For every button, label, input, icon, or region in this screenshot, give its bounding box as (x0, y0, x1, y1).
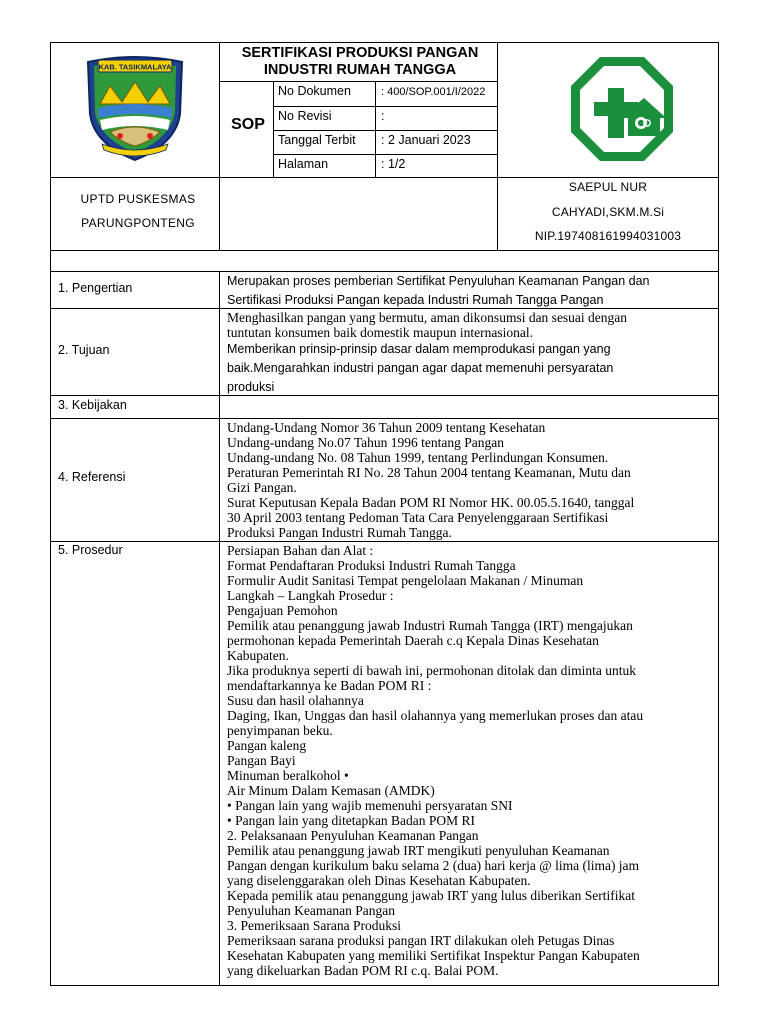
row-divider (50, 418, 719, 419)
referensi-text (227, 420, 634, 540)
row-divider (50, 250, 719, 251)
table-border-right (718, 42, 719, 986)
text-line: Gizi Pangan. (227, 480, 297, 495)
header-col-divider (219, 42, 220, 250)
text-line: • Pangan lain yang wajib memenuhi persyaratan SNI (227, 798, 513, 813)
text-line: Pengajuan Pemohon (227, 603, 338, 618)
prosedur-text (227, 543, 643, 978)
text-line: Pangan kaleng (227, 738, 307, 753)
kabupaten-emblem-logo (80, 52, 190, 164)
revision-value: : (381, 109, 385, 123)
page-label: Halaman (278, 157, 329, 171)
text-line: Susu dan hasil olahannya (227, 693, 364, 708)
signatory-name-line1: SAEPUL NUR (568, 180, 648, 194)
text-line: Sertifikasi Produksi Pangan kepada Industri Rumah Tangga Pangan (227, 293, 604, 307)
table-border-bottom (50, 985, 719, 986)
document-title (222, 45, 498, 79)
text-line: Undang-Undang Nomor 36 Tahun 2009 tentang Kesehatan (227, 420, 546, 435)
kebijakan-label: 3. Kebijakan (58, 398, 127, 412)
page-value: : 1/2 (381, 157, 406, 171)
text-line: Undang-undang No. 08 Tahun 1999, tentang Perlindungan Konsumen. (227, 450, 609, 465)
field-row-divider (273, 106, 498, 107)
text-line: Minuman beralkohol • (227, 768, 349, 783)
text-line: Pemilik atau penanggung jawab IRT mengikuti penyuluhan Keamanan (227, 843, 610, 858)
text-line: Menghasilkan pangan yang bermutu, aman dikonsumsi dan sesuai dengan (227, 310, 628, 325)
text-line: Pangan Bayi (227, 753, 296, 768)
header-divider (50, 177, 719, 178)
signatory-name-line2: CAHYADI,SKM.M.Si (551, 205, 665, 219)
table-border-left (50, 42, 51, 986)
text-line: Kepada pemilik atau penanggung jawab IRT yang lulus diberikan Sertifikat (227, 888, 635, 903)
text-line: Kabupaten. (227, 648, 289, 663)
text-line: Pemeriksaan sarana produksi pangan IRT dilakukan oleh Petugas Dinas (227, 933, 615, 948)
text-line: Langkah – Langkah Prosedur : (227, 588, 394, 603)
text-line: Formulir Audit Sanitasi Tempat pengelolaan Makanan / Minuman (227, 573, 584, 588)
doc-number-value: : 400/SOP.001/I/2022 (381, 86, 486, 98)
field-row-divider (273, 154, 498, 155)
tujuan-label: 2. Tujuan (58, 343, 110, 357)
signatory-nip: NIP.197408161994031003 (534, 229, 682, 243)
text-line: Pemilik atau penanggung jawab Industri Rumah Tangga (IRT) mengajukan (227, 618, 633, 633)
row-divider (50, 541, 719, 542)
text-line: Pangan dengan kurikulum baku selama 2 (dua) hari kerja @ lima (lima) jam (227, 858, 640, 873)
sop-label: SOP (231, 116, 265, 133)
tujuan-sans-text (227, 340, 613, 397)
field-col-divider (375, 81, 376, 177)
text-line: tuntutan konsumen baik domestik maupun internasional. (227, 325, 533, 340)
text-line: Undang-undang No.07 Tahun 1996 tentang Pangan (227, 435, 505, 450)
pengertian-text (227, 272, 650, 310)
text-line: Persiapan Bahan dan Alat : (227, 543, 374, 558)
document-title-line2: INDUSTRI RUMAH TANGGA (263, 62, 457, 78)
text-line: Daging, Ikan, Unggas dan hasil olahannya yang memerlukan proses dan atau (227, 708, 644, 723)
text-line: Peraturan Pemerintah RI No. 28 Tahun 2004 tentang Keamanan, Mutu dan (227, 465, 631, 480)
text-line: Kesehatan Kabupaten yang memiliki Sertifikat Inspektur Pangan Kabupaten (227, 948, 640, 963)
pengertian-label: 1. Pengertian (58, 281, 133, 295)
text-line: Jika produknya seperti di bawah ini, permohonan ditolak dan diminta untuk (227, 663, 637, 678)
text-line: yang dikeluarkan Badan POM RI c.q. Balai POM. (227, 963, 499, 978)
text-line: 2. Pelaksanaan Penyuluhan Keamanan Pangan (227, 828, 479, 843)
text-line: Produksi Pangan Industri Rumah Tangga. (227, 525, 452, 540)
text-line: mendaftarkannya ke Badan POM RI : (227, 678, 432, 693)
text-line: 3. Pemeriksaan Sarana Produksi (227, 918, 401, 933)
tujuan-serif-text (227, 310, 627, 340)
uptd-name-line2: PARUNGPONTENG (81, 216, 195, 230)
issue-date-label: Tanggal Terbit (278, 133, 356, 147)
prosedur-label: 5. Prosedur (58, 543, 123, 557)
document-title-line1: SERTIFIKASI PRODUKSI PANGAN (241, 45, 479, 61)
text-line: Format Pendaftaran Produksi Industri Rumah Tangga (227, 558, 516, 573)
referensi-label: 4. Referensi (58, 470, 126, 484)
text-line: • Pangan lain yang ditetapkan Badan POM RI (227, 813, 476, 828)
title-divider (219, 81, 498, 82)
text-line: Memberikan prinsip-prinsip dasar dalam memprodukasi pangan yang (227, 342, 611, 356)
revision-label: No Revisi (278, 109, 332, 123)
text-line: 30 April 2003 tentang Pedoman Tata Cara Penyelenggaraan Sertifikasi (227, 510, 609, 525)
text-line: Air Minum Dalam Kemasan (AMDK) (227, 783, 435, 798)
text-line: Penyuluhan Keamanan Pangan (227, 903, 395, 918)
text-line: penyimpanan beku. (227, 723, 333, 738)
uptd-name-line1: UPTD PUSKESMAS (80, 192, 196, 206)
doc-number-label: No Dokumen (278, 84, 351, 98)
text-line: permohonan kepada Pemerintah Daerah c.q Kepala Dinas Kesehatan (227, 633, 599, 648)
puskesmas-logo (568, 54, 676, 164)
text-line: Merupakan proses pemberian Sertifikat Penyuluhan Keamanan Pangan dan (227, 274, 650, 288)
field-row-divider (273, 130, 498, 131)
table-border-top (50, 42, 719, 43)
text-line: yang diselenggarakan oleh Dinas Kesehatan Kabupaten. (227, 873, 531, 888)
issue-date-value: : 2 Januari 2023 (381, 133, 471, 147)
text-line: Surat Keputusan Kepala Badan POM RI Nomor HK. 00.05.5.1640, tanggal (227, 495, 635, 510)
body-col-divider (219, 271, 220, 986)
text-line: produksi (227, 380, 275, 394)
text-line: baik.Mengarahkan industri pangan agar dapat memenuhi persyaratan (227, 361, 614, 375)
emblem-banner-text: KAB. TASIKMALAYA (98, 62, 172, 72)
